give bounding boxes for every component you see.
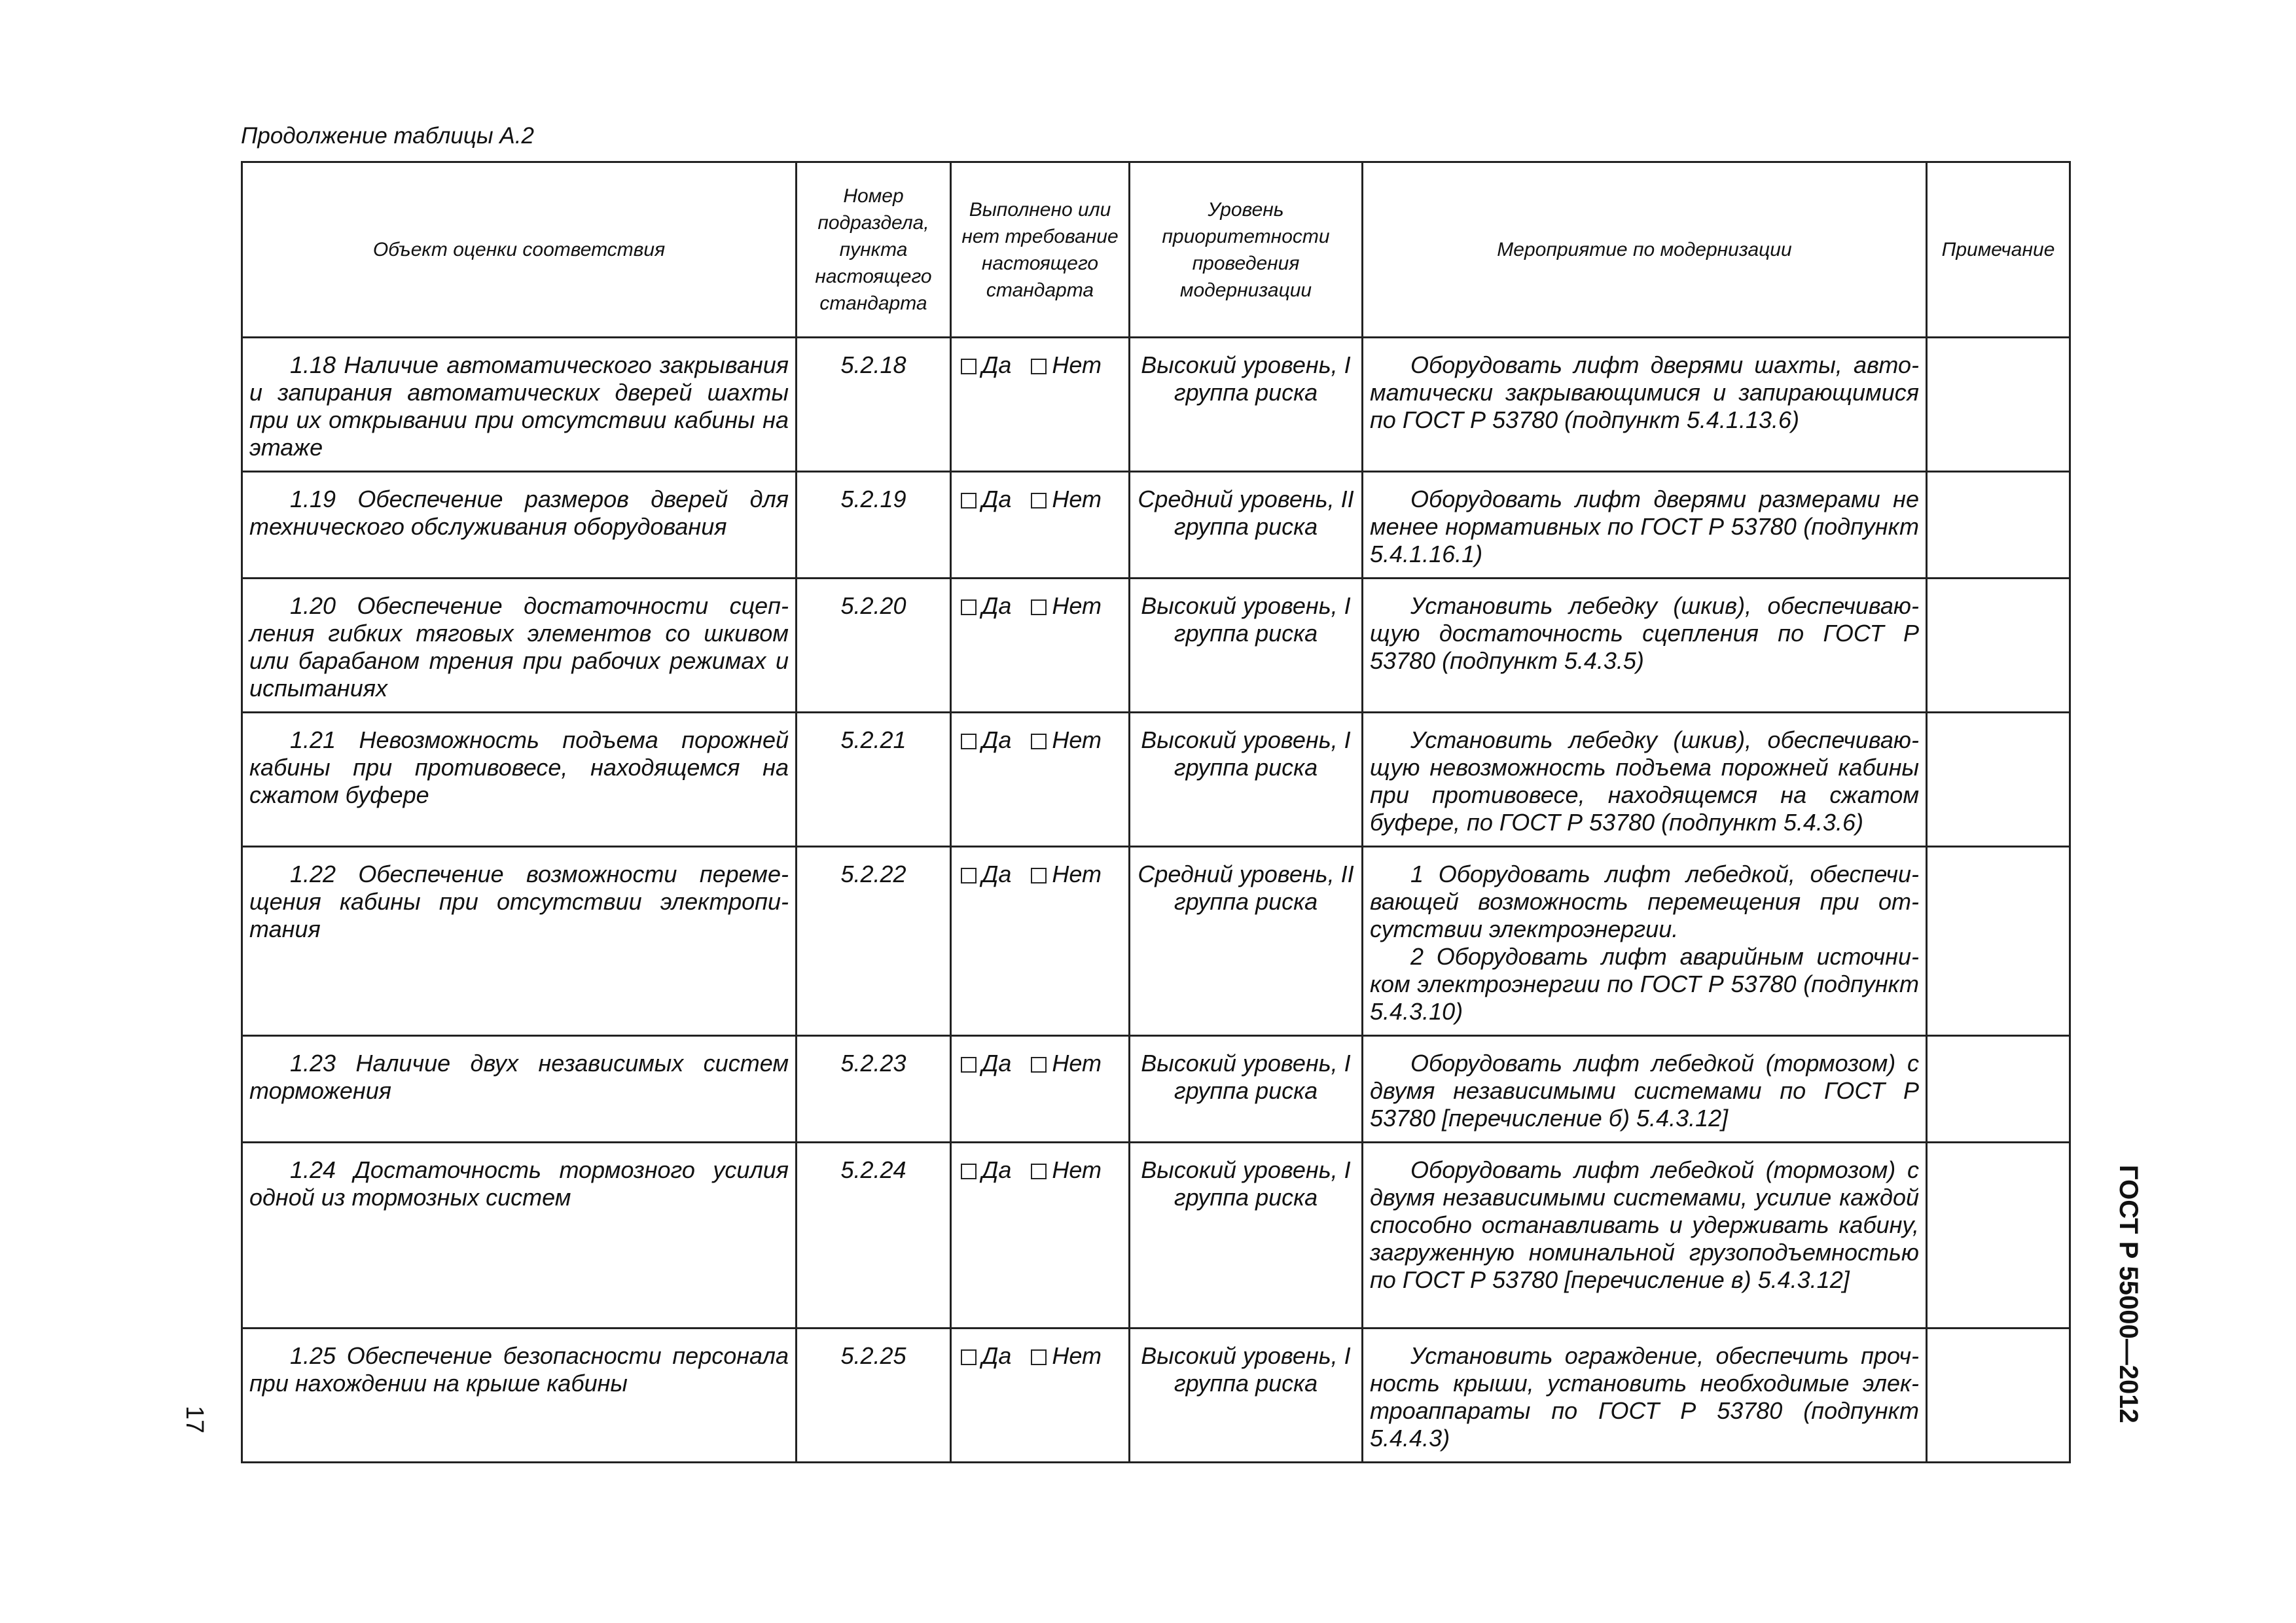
checkbox-yes-label: Да	[982, 1342, 1012, 1369]
cell-number: 5.2.21	[797, 713, 951, 847]
measure-paragraph: 2 Оборудовать лифт аварийным источником электроэнергии по ГОСТ Р 53780 (подпункт 5.4.3.10)	[1370, 943, 1919, 1025]
cell-number: 5.2.20	[797, 579, 951, 713]
cell-fulfilled	[951, 338, 1130, 472]
header-level: Уровень приоритетности проведения модернизации	[1130, 162, 1363, 338]
checkbox-no[interactable]	[1031, 1349, 1047, 1365]
cell-fulfilled	[951, 1329, 1130, 1463]
cell-measure	[1363, 472, 1927, 579]
measure-paragraph: Оборудовать лифт лебедкой (тормозом) с двумя независимыми системами, усилие каждой способно останавливать и удерживать кабину, загруженную номинальной грузоподъемностью по ГОСТ Р 53780 [перечисление в) 5.4.3.12]	[1370, 1156, 1919, 1293]
checkbox-yes-label: Да	[982, 861, 1012, 887]
checkbox-yes[interactable]	[961, 1057, 977, 1073]
checkbox-yes[interactable]	[961, 599, 977, 615]
checkbox-no-label: Нет	[1052, 351, 1102, 378]
checkbox-no[interactable]	[1031, 359, 1047, 374]
checkbox-no[interactable]	[1031, 734, 1047, 749]
cell-fulfilled	[951, 472, 1130, 579]
cell-note	[1927, 579, 2070, 713]
cell-measure	[1363, 1143, 1927, 1329]
cell-object: 1.25 Обеспечение безопасности персонала при нахождении на крыше кабины	[242, 1329, 797, 1463]
cell-fulfilled	[951, 713, 1130, 847]
table-caption: Продолжение таблицы А.2	[241, 123, 534, 149]
measure-paragraph: Оборудовать лифт лебедкой (тормозом) с двумя независимыми системами по ГОСТ Р 53780 [перечисление б) 5.4.3.12]	[1370, 1050, 1919, 1132]
checkbox-no[interactable]	[1031, 868, 1047, 883]
header-measure: Мероприятие по модернизации	[1363, 162, 1927, 338]
table-header-row	[242, 162, 2070, 338]
checkbox-yes[interactable]	[961, 493, 977, 508]
cell-note	[1927, 1143, 2070, 1329]
cell-note	[1927, 1329, 2070, 1463]
table-row	[242, 472, 2070, 579]
checkbox-yes-label: Да	[982, 351, 1012, 378]
checkbox-no-label: Нет	[1052, 1156, 1102, 1183]
measure-paragraph: Установить ограждение, обеспечить прочность крыши, установить необходимые электроаппараты по ГОСТ Р 53780 (подпункт 5.4.4.3)	[1370, 1342, 1919, 1452]
cell-note	[1927, 338, 2070, 472]
checkbox-no-label: Нет	[1052, 1050, 1102, 1077]
cell-number: 5.2.25	[797, 1329, 951, 1463]
cell-object: 1.20 Обеспечение достаточности сцепления гибких тяговых элементов со шкивом или барабаном трения при рабочих режимах и испытаниях	[242, 579, 797, 713]
document-id: ГОСТ Р 55000—2012	[2114, 1165, 2143, 1423]
cell-object: 1.23 Наличие двух независимых систем торможения	[242, 1036, 797, 1143]
checkbox-yes[interactable]	[961, 1349, 977, 1365]
checkbox-yes[interactable]	[961, 359, 977, 374]
checkbox-no[interactable]	[1031, 599, 1047, 615]
cell-measure	[1363, 338, 1927, 472]
cell-object: 1.18 Наличие автоматического закрывания и запирания автоматических дверей шахты при их открывании при отсутствии кабины на этаже	[242, 338, 797, 472]
checkbox-no[interactable]	[1031, 493, 1047, 508]
checkbox-yes-label: Да	[982, 486, 1012, 512]
cell-measure	[1363, 579, 1927, 713]
checkbox-yes-label: Да	[982, 1156, 1012, 1183]
checkbox-yes-label: Да	[982, 1050, 1012, 1077]
cell-object: 1.19 Обеспечение размеров дверей для технического обслуживания оборудования	[242, 472, 797, 579]
cell-number: 5.2.18	[797, 338, 951, 472]
checkbox-no-label: Нет	[1052, 486, 1102, 512]
checkbox-no-label: Нет	[1052, 861, 1102, 887]
checkbox-yes-label: Да	[982, 726, 1012, 753]
header-note: Примечание	[1927, 162, 2070, 338]
cell-note	[1927, 713, 2070, 847]
table-row	[242, 1036, 2070, 1143]
measure-paragraph: Установить лебедку (шкив), обеспечивающую достаточность сцепления по ГОСТ Р 53780 (подпункт 5.4.3.5)	[1370, 592, 1919, 674]
table-row	[242, 338, 2070, 472]
measure-paragraph: Установить лебедку (шкив), обеспечивающую невозможность подъема порожней кабины при противовесе, находящемся на сжатом буфере, по ГОСТ Р 53780 (подпункт 5.4.3.6)	[1370, 726, 1919, 836]
cell-number: 5.2.19	[797, 472, 951, 579]
cell-level: Средний уровень, II группа риска	[1130, 847, 1363, 1036]
checkbox-no-label: Нет	[1052, 726, 1102, 753]
cell-number: 5.2.22	[797, 847, 951, 1036]
checkbox-no[interactable]	[1031, 1057, 1047, 1073]
cell-note	[1927, 847, 2070, 1036]
cell-note	[1927, 1036, 2070, 1143]
checkbox-no-label: Нет	[1052, 592, 1102, 619]
cell-level: Средний уровень, II группа риска	[1130, 472, 1363, 579]
cell-number: 5.2.23	[797, 1036, 951, 1143]
cell-note	[1927, 472, 2070, 579]
table-row	[242, 579, 2070, 713]
measure-paragraph: Оборудовать лифт дверями размерами не менее нормативных по ГОСТ Р 53780 (подпункт 5.4.1.16.1)	[1370, 486, 1919, 567]
cell-level: Высокий уровень, I группа риска	[1130, 338, 1363, 472]
table-row	[242, 1329, 2070, 1463]
cell-measure	[1363, 1036, 1927, 1143]
cell-measure	[1363, 847, 1927, 1036]
cell-fulfilled	[951, 579, 1130, 713]
cell-fulfilled	[951, 847, 1130, 1036]
cell-measure	[1363, 1329, 1927, 1463]
cell-fulfilled	[951, 1036, 1130, 1143]
assessment-table	[241, 161, 2071, 1463]
checkbox-no-label: Нет	[1052, 1342, 1102, 1369]
measure-paragraph: Оборудовать лифт дверями шахты, автоматически закрывающимися и запирающимися по ГОСТ Р 53780 (подпункт 5.4.1.13.6)	[1370, 351, 1919, 433]
cell-object: 1.22 Обеспечение возможности перемещения кабины при отсутствии электропитания	[242, 847, 797, 1036]
cell-level: Высокий уровень, I группа риска	[1130, 1036, 1363, 1143]
table-row	[242, 847, 2070, 1036]
cell-level: Высокий уровень, I группа риска	[1130, 1143, 1363, 1329]
cell-fulfilled	[951, 1143, 1130, 1329]
measure-paragraph: 1 Оборудовать лифт лебедкой, обеспечивающей возможность перемещения при отсутствии электроэнергии.	[1370, 861, 1919, 942]
cell-object: 1.24 Достаточность тормозного усилия одной из тормозных систем	[242, 1143, 797, 1329]
cell-level: Высокий уровень, I группа риска	[1130, 713, 1363, 847]
cell-level: Высокий уровень, I группа риска	[1130, 579, 1363, 713]
header-number: Номер подраздела, пункта настоящего стандарта	[797, 162, 951, 338]
cell-number: 5.2.24	[797, 1143, 951, 1329]
table-row	[242, 713, 2070, 847]
header-object: Объект оценки соответствия	[242, 162, 797, 338]
checkbox-yes-label: Да	[982, 592, 1012, 619]
checkbox-yes[interactable]	[961, 868, 977, 883]
cell-object: 1.21 Невозможность подъема порожней кабины при противовесе, находящемся на сжатом буфере	[242, 713, 797, 847]
checkbox-no[interactable]	[1031, 1164, 1047, 1179]
cell-level: Высокий уровень, I группа риска	[1130, 1329, 1363, 1463]
cell-measure	[1363, 713, 1927, 847]
table-row	[242, 1143, 2070, 1329]
checkbox-yes[interactable]	[961, 734, 977, 749]
header-fulfilled: Выполнено или нет требование настоящего стандарта	[951, 162, 1130, 338]
page-number: 17	[181, 1406, 208, 1434]
checkbox-yes[interactable]	[961, 1164, 977, 1179]
